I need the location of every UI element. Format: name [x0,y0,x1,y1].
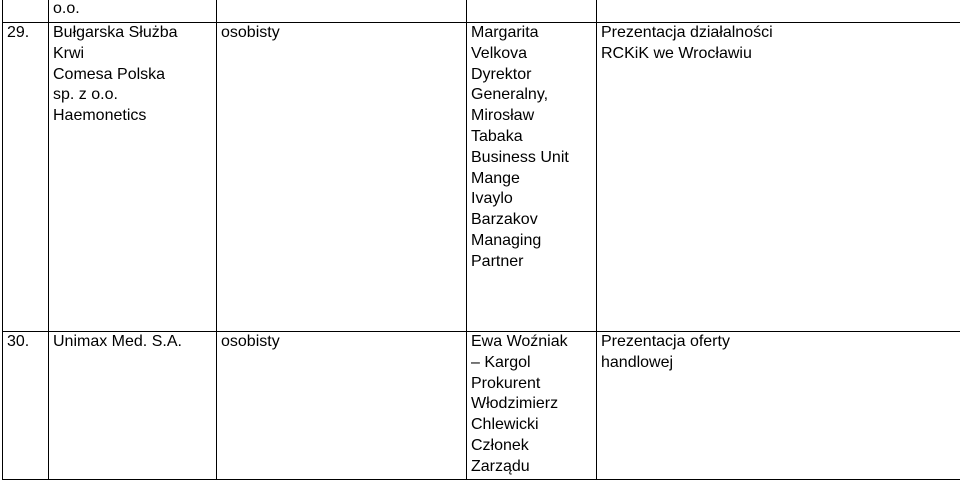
table-row [3,332,960,480]
person-line: Ivaylo [471,190,513,208]
meetings-table [2,0,960,480]
firm-line: Comesa Polska [53,65,166,83]
cell-subject [597,0,960,23]
subject-line: handlowej [601,353,674,371]
cell-type [217,0,467,23]
person-line: Partner [471,252,524,270]
table-row-partial [3,0,960,23]
meeting-type: osobisty [221,333,280,350]
cell-number [3,23,49,332]
cell-persons [467,0,597,23]
subject-line: Prezentacja oferty [601,333,730,350]
firm-line: sp. z o.o. [53,86,118,104]
person-line: Velkova [471,44,528,62]
firm-line: Haemonetics [53,107,147,125]
row-number: 30. [7,333,30,350]
person-line: Barzakov [471,211,538,229]
person-line: Margarita [471,24,539,41]
cell-subject [597,23,960,332]
firm-line: o.o. [53,0,80,17]
person-line: Generalny, [471,86,549,104]
cell-type [217,23,467,332]
cell-firm [49,23,217,332]
cell-subject [597,332,960,480]
firm-line: Unimax Med. S.A. [53,333,182,350]
firm-line: Bułgarska Służba [53,24,178,41]
person-line: Członek [471,436,529,454]
cell-number [3,332,49,480]
meeting-type: osobisty [221,24,280,41]
person-line: Włodzimierz [471,395,559,413]
person-line: Prokurent [471,374,541,392]
cell-firm [49,0,217,23]
person-line: Dyrektor [471,65,532,83]
cell-number [3,0,49,23]
table-row [3,23,960,332]
person-line: Tabaka [471,127,523,145]
firm-line: Krwi [53,44,85,62]
cell-persons [467,23,597,332]
person-line: Mirosław [471,107,535,125]
row-number: 29. [7,24,30,41]
person-line: Mange [471,169,520,187]
subject-line: Prezentacja działalności [601,24,773,41]
person-line: Ewa Woźniak [471,333,568,350]
person-line: Zarządu [471,457,530,475]
cell-firm [49,332,217,480]
person-line: – Kargol [471,353,531,371]
person-line: Business Unit [471,148,569,166]
person-line: Chlewicki [471,416,539,434]
cell-type [217,332,467,480]
person-line: Managing [471,231,542,249]
cell-persons [467,332,597,480]
subject-line: RCKiK we Wrocławiu [601,44,752,62]
